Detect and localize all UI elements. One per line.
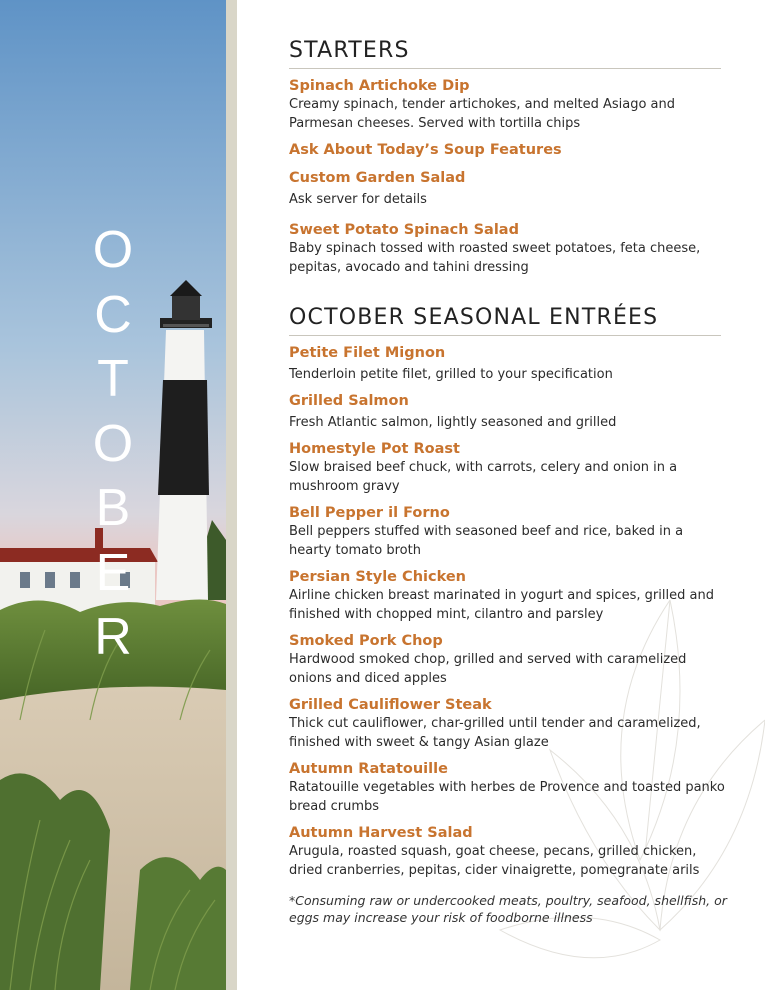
- border-strip: [226, 0, 237, 990]
- title-letter: T: [97, 350, 129, 408]
- item-name: Petite Filet Mignon: [289, 345, 446, 361]
- menu-item: [289, 504, 729, 560]
- item-description: Thick cut cauliflower, char-grilled until tender and caramelized, finished with sweet & tangy Asian glaze: [289, 716, 701, 750]
- title-letter: O: [92, 414, 134, 473]
- item-description: Bell peppers stuffed with seasoned beef and rice, baked in a hearty tomato broth: [289, 524, 684, 558]
- entrees-heading: OCTOBER SEASONAL ENTRÉES: [289, 305, 721, 336]
- menu-item: [289, 141, 729, 159]
- item-name: Grilled Cauliflower Steak: [289, 697, 492, 713]
- starters-heading: STARTERS: [289, 38, 721, 69]
- item-description: Fresh Atlantic salmon, lightly seasoned and grilled: [289, 415, 617, 430]
- title-letter: E: [95, 543, 131, 602]
- item-description: Hardwood smoked chop, grilled and served with caramelized onions and diced apples: [289, 652, 687, 686]
- item-name: Autumn Harvest Salad: [289, 825, 473, 841]
- item-name: Persian Style Chicken: [289, 569, 466, 585]
- item-name: Homestyle Pot Roast: [289, 441, 460, 457]
- item-name: Grilled Salmon: [289, 393, 409, 409]
- food-safety-footnote: *Consuming raw or undercooked meats, poultry, seafood, shellfish, or eggs may increase your risk of foodborne illness: [289, 893, 727, 925]
- menu-item: [289, 568, 729, 624]
- menu-item: [289, 77, 729, 133]
- menu-item: [289, 169, 729, 209]
- title-letter: R: [94, 608, 132, 666]
- item-description: Creamy spinach, tender artichokes, and melted Asiago and Parmesan cheeses. Served with tortilla chips: [289, 97, 675, 131]
- menu-item: [289, 632, 729, 688]
- item-description: Baby spinach tossed with roasted sweet potatoes, feta cheese, pepitas, avocado and tahini dressing: [289, 241, 701, 275]
- item-name: Custom Garden Salad: [289, 170, 466, 186]
- menu-item: [289, 392, 729, 432]
- title-letter: B: [95, 479, 131, 537]
- menu-item: [289, 760, 729, 816]
- menu-item: [289, 824, 729, 880]
- item-name: Sweet Potato Spinach Salad: [289, 222, 519, 238]
- item-name: Bell Pepper il Forno: [289, 505, 450, 521]
- menu-item: [289, 696, 729, 752]
- menu-item: [289, 221, 729, 277]
- item-name: Spinach Artichoke Dip: [289, 78, 470, 94]
- title-letter: C: [94, 285, 132, 344]
- menu-item: [289, 440, 729, 496]
- item-name: Autumn Ratatouille: [289, 761, 448, 777]
- vertical-month-title: [78, 218, 148, 670]
- item-name: Ask About Today’s Soup Features: [289, 142, 562, 158]
- item-description: Tenderloin petite filet, grilled to your specification: [289, 367, 613, 382]
- item-name: Smoked Pork Chop: [289, 633, 443, 649]
- item-description: Airline chicken breast marinated in yogurt and spices, grilled and finished with chopped mint, cilantro and parsley: [289, 588, 714, 622]
- item-description: Ratatouille vegetables with herbes de Provence and toasted panko bread crumbs: [289, 780, 725, 814]
- menu-item: [289, 344, 729, 384]
- item-description: Ask server for details: [289, 192, 427, 207]
- item-description: Slow braised beef chuck, with carrots, celery and onion in a mushroom gravy: [289, 460, 678, 494]
- menu-content: [289, 38, 729, 926]
- item-description: Arugula, roasted squash, goat cheese, pecans, grilled chicken, dried cranberries, pepitas, cider vinaigrette, pomegranate arils: [289, 844, 700, 878]
- title-letter: O: [92, 221, 134, 279]
